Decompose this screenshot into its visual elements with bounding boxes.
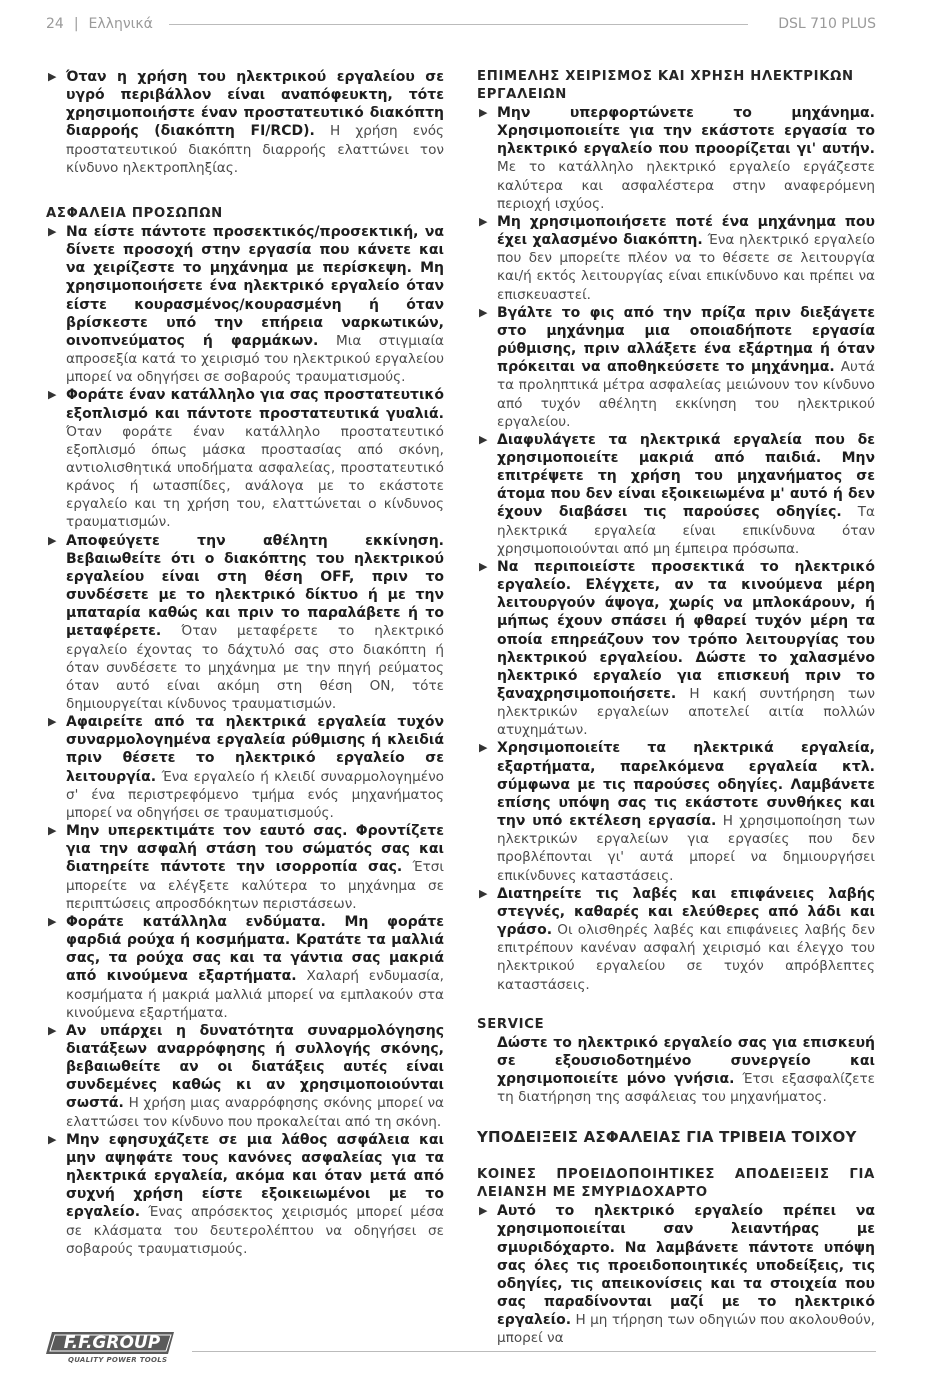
- item-bold-text: Αυτό το ηλεκτρικό εργαλείο πρέπει να χρησιμοποιείται σαν λειαντήρας με σμυριδόχαρτο. Να λαμβάνετε πάντοτε υπόψη σας όλες τις προειδοποιητικές υποδείξεις, τις οδηγίες, τις απεικονίσεις και τα στοιχεία που σας παραδίνονται μαζί με το ηλεκτρικό εργαλείο.: [497, 1203, 875, 1329]
- header-separator: |: [73, 16, 79, 32]
- item-bold-text: Αφαιρείτε από τα ηλεκτρικά εργαλεία τυχόν συναρμολογημένα εργαλεία ρύθμισης ή κλειδιά πριν θέσετε το ηλεκτρικό εργαλείο σε λειτουργία.: [66, 714, 444, 785]
- item-text: Τα ηλεκτρικά εργαλεία είναι επικίνδυνα όταν χρησιμοποιούνται από μη έμπειρα πρόσωπα.: [497, 504, 876, 557]
- sub-section-title: ΚΟΙΝΕΣ ΠΡΟΕΙΔΟΠΟΙΗΤΙΚΕΣ ΑΠΟΔΕΙΞΕΙΣ ΓΙΑ ΛΕΙΑΝΣΗ ΜΕ ΣΜΥΡΙΔΟΧΑΡΤΟ: [477, 1167, 875, 1201]
- item-text: Μια στιγμιαία απροσεξία κατά το χειρισμό του ηλεκτρικού εργαλείου μπορεί να οδηγήσει σε σοβαρούς τραυματισμούς.: [66, 332, 445, 386]
- item-text: Έτσι μπορείτε να ελέγξετε καλύτερα το μηχάνημα σε περιπτώσεις απροσδόκητων περιστάσεων.: [66, 859, 444, 912]
- item-bold-text: Χρησιμοποιείτε τα ηλεκτρικά εργαλεία, εξαρτήματα, παρελκόμενα εργαλεία κτλ. σύμφωνα με τις παρούσες οδηγίες. Λαμβάνετε επίσης υπόψη σας τις εκάστοτε συνθήκες και την υπό εκτέλεση εργασία.: [497, 740, 875, 830]
- list-item: [477, 431, 875, 558]
- service-bold-text: Δώστε το ηλεκτρικό εργαλείο σας για επισκευή σε εξουσιοδοτημένο συνεργείο και χρησιμοποιείτε μόνο γνήσια.: [497, 1034, 875, 1087]
- item-text: Χαλαρή ενδυμασία, κοσμήματα ή μακριά μαλλιά μπορεί να εμπλακούν στα κινούμενα εξαρτήματα.: [66, 968, 444, 1021]
- item-text: Ένας απρόσεκτος χειρισμός μπορεί μέσα σε κλάσματα του δευτερολέπτου να οδηγήσει σε σοβαρούς τραυματισμούς.: [66, 1204, 444, 1257]
- bullet-arrow-icon: ▶: [479, 432, 488, 446]
- list-item: [477, 104, 875, 213]
- item-text: Η χρήση ενός προστατευτικού διακόπτη διαρροής ελαττώνει τον κίνδυνο ηλεκτροπληξίας.: [66, 123, 444, 176]
- footer-rule: [192, 1351, 876, 1352]
- item-text: Όταν μεταφέρετε το ηλεκτρικό εργαλείο έχοντας το δάχτυλό σας στο διακόπτη ή όταν συνδέσετε το μηχάνημα με την πηγή ρεύματος όταν αυτό είναι ακόμη στη θέση ON, τότε δημιουργείται κίνδυνος τραυματισμών.: [66, 623, 444, 712]
- item-text: Όταν φοράτε έναν κατάλληλο προστατευτικό εξοπλισμό όπως μάσκα προστασίας από σκόνη, αντιολισθητικά υποδήματα ασφαλείας, προστατευτικό κράνος ή ωτασπίδες, ανάλογα με το εκάστοτε εργαλείο και τη χρήση του, ελαττώνεται ο κίνδυνος τραυματισμών.: [66, 423, 444, 531]
- list-item: [46, 1131, 444, 1258]
- item-bold-text: Μην υπερφορτώνετε το μηχάνημα. Χρησιμοποιείτε για την εκάστοτε εργασία το ηλεκτρικό εργαλείο που προορίζεται γι' αυτήν.: [497, 105, 875, 158]
- list-item: [46, 713, 444, 822]
- logo-tagline: QUALITY POWER TOOLS: [68, 1356, 168, 1364]
- bullet-arrow-icon: ▶: [48, 533, 57, 547]
- list-item: [46, 822, 444, 913]
- right-column: [477, 68, 875, 1348]
- bullet-arrow-icon: ▶: [479, 559, 488, 573]
- bullet-arrow-icon: ▶: [48, 70, 57, 83]
- main-section-title: ΥΠΟΔΕΙΞΕΙΣ ΑΣΦΑΛΕΙΑΣ ΓΙΑ ΤΡΙΒΕΙΑ ΤΟΙΧΟΥ: [477, 1128, 857, 1147]
- list-item: [477, 213, 875, 304]
- service-text: Έτσι εξασφαλίζετε τη διατήρηση της ασφάλειας του μηχανήματος.: [497, 1070, 875, 1106]
- bullet-arrow-icon: ▶: [479, 1204, 488, 1218]
- section-title-personal-safety: ΑΣΦΑΛΕΙΑ ΠΡΟΣΩΠΩΝ: [46, 205, 223, 221]
- bullet-arrow-icon: ▶: [48, 1132, 57, 1146]
- item-bold-text: Μην υπερεκτιμάτε τον εαυτό σας. Φροντίζετε για την ασφαλή στάση του σώματός σας και διατηρείτε πάντοτε την ισορροπία σας.: [66, 823, 444, 876]
- item-bold-text: Μη χρησιμοποιήσετε ποτέ ένα μηχάνημα που έχει χαλασμένο διακόπτη.: [497, 213, 875, 249]
- list-item: [46, 386, 444, 531]
- list-item: [477, 885, 875, 994]
- bullet-arrow-icon: ▶: [479, 886, 488, 900]
- bullet-arrow-icon: ▶: [48, 1023, 57, 1037]
- list-item: [46, 68, 444, 177]
- left-column: [46, 68, 444, 1258]
- item-text: Η χρησιμοποίηση των ηλεκτρικών εργαλείων για εργασίες που δεν προβλέπονται γι' αυτά μπορεί να δημιουργήσει επικίνδυνες καταστάσεις.: [497, 813, 875, 884]
- item-bold-text: Όταν η χρήση του ηλεκτρικού εργαλείου σε υγρό περιβάλλον είναι αναπόφευκτη, τότε χρησιμοποιήστε έναν προστατευτικό διακόπτη διαρροής (διακόπτη FI/RCD).: [66, 69, 444, 140]
- item-text: Με το κατάλληλο ηλεκτρικό εργαλείο εργάζεστε καλύτερα και ασφαλέστερα στην αναφερόμενη περιοχή ισχύος.: [497, 159, 875, 212]
- bullet-arrow-icon: ▶: [479, 741, 488, 755]
- item-bold-text: Διατηρείτε τις λαβές και επιφάνειες λαβής στεγνές, καθαρές και ελεύθερες από λάδι και γράσο.: [497, 885, 875, 939]
- item-text: Ένα ηλεκτρικό εργαλείο που δεν μπορείτε πλέον να το θέσετε σε λειτουργία και/ή εκτός λειτουργίας είναι επικίνδυνο και πρέπει να επισκευαστεί.: [497, 232, 875, 303]
- list-item: [46, 913, 444, 1022]
- item-bold-text: Αν υπάρχει η δυνατότητα συναρμολόγησης διατάξεων αναρρόφησης ή συλλογής σκόνης, βεβαιωθείτε αν οι διατάξεις αυτές είναι συνδεμένες καθώς κι αν χρησιμοποιούνται σωστά.: [66, 1022, 444, 1112]
- bullet-arrow-icon: ▶: [479, 305, 488, 319]
- list-item: [46, 223, 444, 386]
- item-bold-text: Φοράτε έναν κατάλληλο για σας προστατευτικό εξοπλισμό και πάντοτε προστατευτικά γυαλιά.: [66, 387, 444, 422]
- service-paragraph: [477, 1034, 875, 1107]
- list-item: [477, 304, 875, 431]
- header-model: DSL 710 PLUS: [778, 16, 876, 32]
- bullet-arrow-icon: ▶: [48, 715, 57, 729]
- item-bold-text: Να περιποιείστε προσεκτικά το ηλεκτρικό εργαλείο. Ελέγχετε, αν τα κινούμενα μέρη λειτουργούν άψογα, χωρίς να μπλοκάρουν, ή μήπως έχουν σπάσει ή φθαρεί τυχόν μέρη τα οποία επηρεάζουν τον τρόπο λειτουργίας του ηλεκτρικού εργαλείου. Δώστε το χαλασμένο ηλεκτρικό εργαλείο για επισκευή πριν το ξαναχρησιμοποιήσετε.: [497, 558, 875, 702]
- list-item: [46, 532, 444, 714]
- item-text: Η χρήση μιας αναρρόφησης σκόνης μπορεί να ελαττώσει τον κίνδυνο που προκαλείται από τη σκόνη.: [66, 1095, 444, 1130]
- bullet-arrow-icon: ▶: [48, 388, 57, 402]
- item-bold-text: Να είστε πάντοτε προσεκτικός/προσεκτική, να δίνετε προσοχή στην εργασία που κάνετε και να χειρίζεστε το μηχάνημα με περίσκεψη. Μη χρησιμοποιήσετε ένα ηλεκτρικό εργαλείο όταν είστε κουρασμένος/κουρασμένη ή όταν βρίσκεστε υπό την επήρεια ναρκωτικών, οινοπνεύματος ή φαρμάκων.: [66, 223, 444, 349]
- item-bold-text: Φοράτε κατάλληλα ενδύματα. Μη φοράτε φαρδιά ρούχα ή κοσμήματα. Κρατάτε τα μαλλιά σας, τα ρούχα σας και τα γάντια σας μακριά από κινούμενα εξαρτήματα.: [66, 913, 444, 985]
- item-text: Αυτά τα προληπτικά μέτρα ασφαλείας μειώνουν τον κίνδυνο από τυχόν αθέλητη εκκίνηση του ηλεκτρικού εργαλείου.: [497, 359, 875, 430]
- item-bold-text: Βγάλτε το φις από την πρίζα πριν διεξάγετε στο μηχάνημα μια οποιαδήποτε εργασία ρύθμισης, πριν αλλάξετε ένα εξάρτημα ή όταν πρόκειται να αποθηκεύσετε το μηχάνημα.: [497, 304, 875, 376]
- header-rule: [169, 24, 748, 25]
- list-item: [477, 739, 875, 884]
- page-header: [46, 14, 876, 34]
- item-bold-text: Μην εφησυχάζετε σε μια λάθος ασφάλεια και μην αψηφάτε τους κανόνες ασφαλείας για τα ηλεκτρικά εργαλεία, ακόμα και όταν μετά από συχνή χρήση είστε εξοικειωμένοι με το εργαλείο.: [66, 1131, 444, 1221]
- ffgroup-logo: [46, 1330, 176, 1368]
- header-language: Ελληνικά: [88, 16, 153, 32]
- logo-text: F.F.GROUP: [63, 1333, 161, 1353]
- bullet-arrow-icon: ▶: [48, 224, 57, 238]
- item-text: Η κακή συντήρηση των ηλεκτρικών εργαλείων αποτελεί αιτία πολλών ατυχημάτων.: [497, 686, 876, 739]
- list-item: [46, 1022, 444, 1131]
- item-text: Ένα εργαλείο ή κλειδί συναρμολογημένο σ' ένα περιστρεφόμενο τμήμα ενός μηχανήματος μπορεί να οδηγήσει σε τραυματισμούς.: [66, 768, 445, 821]
- section-title-tool-use: ΕΠΙΜΕΛΗΣ ΧΕΙΡΙΣΜΟΣ ΚΑΙ ΧΡΗΣΗ ΗΛΕΚΤΡΙΚΩΝ ΕΡΓΑΛΕΙΩΝ: [477, 69, 854, 102]
- list-item: [477, 558, 875, 740]
- section-title-service: SERVICE: [477, 1016, 545, 1032]
- item-text: Οι ολισθηρές λαβές και επιφάνειες λαβής δεν επιτρέπουν κανέναν ασφαλή χειρισμό και έλεγχο του ηλεκτρικού εργαλείου σε τυχόν απρόβλεπτες καταστάσεις.: [497, 922, 875, 993]
- item-bold-text: Αποφεύγετε την αθέλητη εκκίνηση. Βεβαιωθείτε ότι ο διακόπτης του ηλεκτρικού εργαλείου είναι στη θέση OFF, πριν το συνδέσετε με το ηλεκτρικό δίκτυο ή με την μπαταρία καθώς και πριν το παραλάβετε ή το μεταφέρετε.: [66, 532, 444, 640]
- bullet-arrow-icon: ▶: [48, 914, 57, 928]
- list-item: [477, 1202, 875, 1347]
- item-bold-text: Διαφυλάγετε τα ηλεκτρικά εργαλεία που δε χρησιμοποιείτε μακριά από παιδιά. Μην επιτρέψετε τη χρήση του μηχανήματος σε άτομα που δεν είναι εξοικειωμένα μ' αυτό ή δεν έχουν διαβάσει τις παρούσες οδηγίες.: [497, 431, 875, 521]
- bullet-arrow-icon: ▶: [479, 214, 488, 228]
- bullet-arrow-icon: ▶: [48, 824, 57, 838]
- bullet-arrow-icon: ▶: [479, 106, 488, 119]
- page-number: 24: [46, 16, 64, 32]
- item-text: Η μη τήρηση των οδηγιών που ακολουθούν, μπορεί να: [497, 1312, 875, 1347]
